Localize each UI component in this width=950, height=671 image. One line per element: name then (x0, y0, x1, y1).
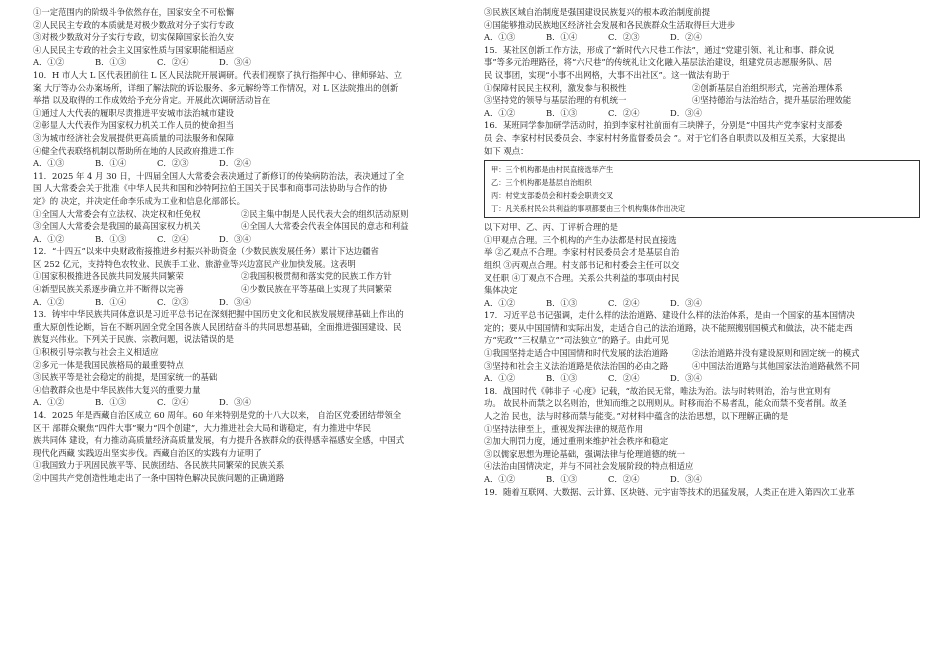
option-b: B．①④ (546, 32, 578, 43)
q18-stem: 功。 故民朴而禁之以名则治，世知而维之以刑则从。时移而治不易者乱，能众而禁不变者削。故圣 (484, 398, 847, 409)
q11-stem: 11．2025 年 4 月 30 日，十四届全国人大常委会表决通过了新修订的传染病防治法，表决通过了全 (33, 170, 405, 181)
q18-stem: 人之治 民也，法与时移而禁与能变。”对材料中蕴含的法治思想，以下理解正确的是 (484, 411, 789, 422)
q17-options (484, 372, 920, 385)
q11-item: ①全国人大常委会有立法权、决定权和任免权 (33, 208, 201, 219)
q16-options (484, 297, 920, 310)
option-a: A．①② (33, 57, 65, 68)
option-b: B．①③ (546, 373, 578, 384)
option-d: D．③④ (219, 296, 251, 307)
q15-stem: 15．某社区创新工作方法，形成了“新时代六尺巷工作法”，通过“党建引领、礼让和事、群众说 (484, 44, 835, 55)
q10-item: ③为城市经济社会发展提供更高质量的司法服务和保障 (33, 132, 234, 143)
q11-item: ④全国人大常委会代表全体国民的意志和利益 (241, 221, 409, 232)
viewpoint-yi: 乙：三个机构都是基层自治组织 (491, 178, 592, 188)
option-a: A．①② (33, 296, 65, 307)
q10-item: ①通过人大代表的履职尽责推进平安城市法治城市建设 (33, 107, 234, 118)
q9-item: ④人民民主专政的社会主义国家性质与国家职能相适应 (33, 44, 234, 55)
option-b: B．①③ (95, 57, 127, 68)
right-column (484, 6, 920, 498)
option-c: C．②③ (157, 296, 189, 307)
option-d: D．②④ (670, 32, 702, 43)
option-d: D．③④ (670, 297, 702, 308)
q12-stem: 12．“十四五”以来中央财政衔接推进乡村振兴补助资金（少数民族发展任务）累计下达边疆省 (33, 246, 379, 257)
q14-item: ④国能够推动民族地区经济社会发展和各民族群众生活取得巨大进步 (484, 19, 736, 30)
q15-item: ④坚持德治与法治结合，提升基层治理效能 (692, 95, 852, 106)
q17-stem: 17．习近平总书记强调，走什么样的法治道路、建设什么样的法治体系，是由一个国家的基本国情决 (484, 310, 855, 321)
option-d: D．③④ (670, 107, 702, 118)
q15-options (484, 107, 920, 120)
option-c: C．②③ (157, 158, 189, 169)
q9-item: ③对极少数敌对分子实行专政，切实保障国家长治久安 (33, 32, 234, 43)
q10-options (33, 157, 461, 170)
q17-items-row (484, 360, 920, 373)
q16-stem: 员 会、李家村村民委员会、李家村村务监督委员会 ”。对于它们各自职责以及相互关系，大家提出 (484, 132, 846, 143)
option-c: C．②④ (157, 397, 189, 408)
option-a: A．①② (33, 233, 65, 244)
q11-items-row (33, 208, 461, 221)
q18-item: ②加大刑罚力度，通过重刑来维护社会秩序和稳定 (484, 436, 669, 447)
q9-item: ①一定范围内的阶级斗争依然存在，国家安全不可松懈 (33, 7, 234, 17)
q11-stem: 国 人大常委会关于批准《中华人民共和国和沙特阿拉伯王国关于民事和商事司法协助与合作的协 (33, 183, 388, 194)
q18-item: ④法治由国情决定，并与不同社会发展阶段的特点相适应 (484, 461, 694, 472)
q9-options (33, 56, 461, 69)
q10-stem: 案 大厅等办公办案场所，详细了解法院的诉讼服务、多元解纷等工作情况，对 L 区法院推出的创新 (33, 82, 399, 93)
option-c: C．②④ (157, 233, 189, 244)
q18-options (484, 473, 920, 486)
q15-item: ②创新基层自治组织形式，完善治理体系 (692, 82, 843, 93)
q15-items-row (484, 82, 920, 95)
q14-options (484, 31, 920, 44)
q16-text: 叉任职 ④丁观点不合理。关系公共利益的事项由村民 (484, 272, 680, 283)
option-a: A．①② (33, 397, 65, 408)
option-b: B．①③ (546, 107, 578, 118)
q12-item: ②我国积极贯彻和落实党的民族工作方针 (241, 271, 392, 282)
q14-stem: 族共同体 建设，有力推动高质量经济高质量发展，有力提升各族群众的获得感幸福感安全感，中国式 (33, 435, 405, 446)
option-d: D．③④ (219, 57, 251, 68)
option-c: C．②④ (608, 373, 640, 384)
q16-text: ①甲观点合理。三个机构的产生办法都是村民直接选 (484, 234, 677, 245)
q13-item: ③民族平等是社会稳定的前提，是国家统一的基础 (33, 372, 218, 383)
q16-stem: 16．某班同学参加研学活动时，拍到李家村社前面有三块牌子，分别是“中国共产党李家村支部委 (484, 120, 843, 131)
q16-text: 以下对甲、乙、丙、丁评析合理的是 (484, 222, 618, 233)
option-a: A．①③ (484, 32, 516, 43)
q13-item: ①积极引导宗教与社会主义相适应 (33, 347, 159, 358)
q16-text: 组织 ③丙观点合理。村支部书记和村委会主任可以交 (484, 259, 680, 270)
q17-item: ②法治道路并没有建设原则和固定统一的模式 (692, 348, 860, 359)
q18-stem: 18．战国时代《韩非子 ·心度》记载，“故治民无常，唯法为治。法与时转则治，治与世宜则有 (484, 385, 831, 396)
option-a: A．①② (484, 107, 516, 118)
viewpoint-bing: 丙：村党支部委员会和村委会职责交叉 (491, 191, 614, 201)
option-d: D．②④ (219, 158, 251, 169)
option-d: D．③④ (670, 373, 702, 384)
q14-item: ②中国共产党创造性地走出了一条中国特色解决民族问题的正确道路 (33, 472, 285, 483)
option-a: A．①② (484, 474, 516, 484)
q15-stem: 事”等多元治理路径，将“六尺巷”的传统礼让文化融入基层法治建设，组建党员志愿服务队、居 (484, 57, 832, 68)
q17-item: ③坚持和社会主义法治道路是依法治国的必由之路 (484, 360, 669, 371)
option-a: A．①② (484, 297, 516, 308)
q17-item: ①我国坚持走适合中国国情和时代发展的法治道路 (484, 348, 669, 359)
q12-items-row (33, 270, 461, 283)
q12-item: ④少数民族在平等基础上实现了共同繁荣 (241, 284, 392, 295)
option-b: B．①④ (95, 296, 127, 307)
option-c: C．②④ (608, 297, 640, 308)
option-b: B．①④ (95, 158, 127, 169)
option-b: B．①③ (95, 397, 127, 408)
q12-item: ④新型民族关系逐步确立并不断得以完善 (33, 284, 184, 295)
q16-text: 集体决定 (484, 285, 518, 296)
option-b: B．①③ (95, 233, 127, 244)
option-d: D．③④ (670, 474, 702, 484)
q17-items-row (484, 347, 920, 360)
q10-item: ②彰显人大代表作为国家权力机关工作人员的使命担当 (33, 120, 234, 131)
q13-item: ④信教群众也是中华民族伟大复兴的重要力量 (33, 384, 201, 395)
q9-item: ②人民民主专政的本质就是对极少数敌对分子实行专政 (33, 19, 234, 30)
viewpoints-box (484, 160, 920, 218)
q12-stem: 区 252 亿元，支持特色农牧业、民族手工业、旅游业等兴边富民产业加快发展。这表明 (33, 258, 356, 269)
q17-item: ④中国法治道路与其他国家法治道路截然不同 (692, 360, 860, 371)
q15-item: ③坚持党的领导与基层治理的有机统一 (484, 95, 627, 106)
q15-item: ①保障村民民主权利，激发参与积极性 (484, 82, 627, 93)
q11-stem: 定》的 决定，并决定任命李乐成为工业和信息化部部长。 (33, 195, 246, 206)
q13-stem: 13．铸牢中华民族共同体意识是习近平总书记在深刻把握中国历史文化和民族发展规律基础上作出的 (33, 309, 404, 320)
q10-stem: 10．H 市人大 L 区代表团前往 L 区人民法院开展调研。代表们视察了执行指挥中心、律师驿站、立 (33, 69, 403, 80)
q14-stem: 现代化西藏 实践迈出坚实步伐。西藏自治区的实践有力证明了 (33, 447, 262, 458)
q16-stem: 如下 观点： (484, 145, 529, 156)
viewpoint-ding: 丁：凡关系村民公共利益的事项都要由三个机构集体作出决定 (491, 204, 686, 214)
option-a: A．①③ (33, 158, 65, 169)
q14-item: ①我国致力于巩固民族平等、民族团结、各民族共同繁荣的民族关系 (33, 460, 285, 471)
option-c: C．②④ (608, 107, 640, 118)
q11-item: ③全国人大常委会是我国的最高国家权力机关 (33, 221, 201, 232)
q18-item: ③以儒家思想为理论基础，强调法律与伦理道德的统一 (484, 448, 685, 459)
q13-stem: 族复兴伟业。下列关于民族、宗教问题，说法错误的是 (33, 334, 234, 345)
q18-item: ①坚持法律至上，重视发挥法律的规范作用 (484, 423, 644, 434)
q11-options (33, 233, 461, 246)
option-d: D．③④ (219, 233, 251, 244)
q19-stem: 19．随着互联网、大数据、云计算、区块链、元宇宙等技术的迅猛发展，人类正在进入第四次工业革 (484, 486, 855, 497)
q12-items-row (33, 283, 461, 296)
q11-items-row (33, 220, 461, 233)
q17-stem: 定的；要从中国国情和实际出发，走适合自己的法治道路，决不能照搬别国模式和做法，决不能走西 (484, 322, 853, 333)
q10-item: ④健全代表联络机制以帮助所在地的人民政府推进工作 (33, 145, 234, 156)
q13-stem: 重大原创性论断，旨在不断巩固全党全国各族人民团结奋斗的共同思想基础，全面推进强国建设、民 (33, 321, 402, 332)
q14-stem: 区干 部群众聚焦“四件大事”聚力“四个创建”，大力推进社会大局和谐稳定，有力推进中华民 (33, 422, 372, 433)
q14-stem: 14．2025 年是西藏自治区成立 60 周年。60 年来特别是党的十八大以来， 自治区党委团结带领全 (33, 410, 402, 420)
option-b: B．①③ (546, 297, 578, 308)
q13-item: ②多元一体是我国民族格局的最重要特点 (33, 359, 184, 370)
option-c: C．②④ (157, 57, 189, 68)
q15-stem: 民 议事团，实现“小事不出网格，大事不出社区”。这一做法有助于 (484, 69, 730, 80)
option-a: A．①② (484, 373, 516, 384)
q14-item: ③民族区域自治制度是强国建设民族复兴的根本政治制度前提 (484, 7, 711, 17)
q13-options (33, 396, 461, 409)
q12-options (33, 296, 461, 309)
q10-stem: 举措 以及取得的工作成效给予充分肯定。开展此次调研活动旨在 (33, 95, 271, 106)
left-column (33, 6, 461, 485)
q17-stem: 方“宪政”“三权鼎立”“司法独立”的路子。由此可见 (484, 335, 669, 346)
q12-item: ①国家积极推进各民族共同发展共同繁荣 (33, 271, 184, 282)
q11-item: ②民主集中制是人民代表大会的组织活动原则 (241, 208, 409, 219)
option-c: C．②④ (608, 474, 640, 484)
q15-items-row (484, 94, 920, 107)
q16-text: 举 ②乙观点不合理。李家村村民委员会才是基层自治 (484, 247, 680, 258)
option-b: B．①③ (546, 474, 578, 484)
viewpoint-jia: 甲：三个机构都是由村民直接选举产生 (491, 165, 614, 175)
option-d: D．③④ (219, 397, 251, 408)
option-c: C．②③ (608, 32, 640, 43)
